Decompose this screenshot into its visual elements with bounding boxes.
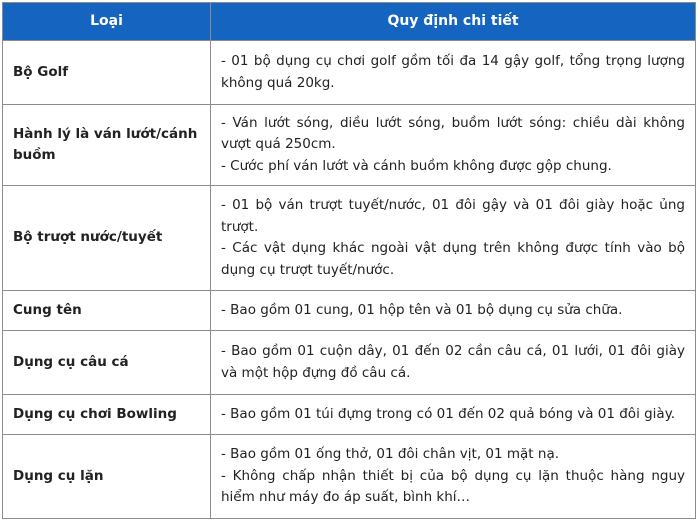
table-row bbox=[3, 331, 696, 395]
detail-line: - Không chấp nhận thiết bị của bộ dụng cụ lặn thuộc hàng nguy hiểm như máy đo áp suất, bình khí… bbox=[221, 467, 685, 506]
category-cell: Dụng cụ câu cá bbox=[3, 331, 211, 395]
header-category: Loại bbox=[3, 3, 211, 41]
detail-line: - Bao gồm 01 túi đựng trong có 01 đến 02 quả bóng và 01 đôi giày. bbox=[221, 405, 676, 422]
category-cell: Dụng cụ chơi Bowling bbox=[3, 395, 211, 435]
detail-line: - Ván lướt sóng, diều lướt sóng, buồm lướt sóng: chiều dài không vượt quá 250cm. bbox=[221, 114, 685, 153]
detail-line: - 01 bộ ván trượt tuyết/nước, 01 đôi gậy và 01 đôi giày hoặc ủng trượt. bbox=[221, 197, 685, 235]
detail-line: - Bao gồm 01 ống thở, 01 đôi chân vịt, 01 mặt nạ. bbox=[221, 446, 560, 463]
table-row bbox=[3, 291, 696, 331]
detail-cell bbox=[211, 291, 696, 331]
table-row bbox=[3, 105, 696, 186]
table-row bbox=[3, 186, 696, 291]
detail-cell bbox=[211, 105, 696, 186]
detail-line: - 01 bộ dụng cụ chơi golf gồm tối đa 14 gậy golf, tổng trọng lượng không quá 20kg. bbox=[221, 53, 685, 91]
category-cell: Bộ Golf bbox=[3, 41, 211, 105]
table-row bbox=[3, 435, 696, 519]
detail-line: - Các vật dụng khác ngoài vật dụng trên không được tính vào bộ dụng cụ trượt tuyết/nước. bbox=[221, 240, 685, 278]
detail-line: - Bao gồm 01 cung, 01 hộp tên và 01 bộ dụng cụ sửa chữa. bbox=[221, 301, 623, 318]
table-row bbox=[3, 395, 696, 435]
baggage-rules-table bbox=[2, 2, 696, 519]
header-detail: Quy định chi tiết bbox=[211, 3, 696, 41]
detail-cell bbox=[211, 331, 696, 395]
detail-cell bbox=[211, 41, 696, 105]
category-cell: Cung tên bbox=[3, 291, 211, 331]
category-cell: Hành lý là ván lướt/cánh buồm bbox=[3, 105, 211, 186]
category-cell: Dụng cụ lặn bbox=[3, 435, 211, 519]
detail-line: - Bao gồm 01 cuộn dây, 01 đến 02 cần câu cá, 01 lưới, 01 đôi giày và một hộp đựng đồ câu cá. bbox=[221, 343, 685, 381]
detail-cell bbox=[211, 395, 696, 435]
detail-line: - Cước phí ván lướt và cánh buồm không được gộp chung. bbox=[221, 157, 612, 174]
table-row bbox=[3, 41, 696, 105]
category-cell: Bộ trượt nước/tuyết bbox=[3, 186, 211, 291]
table-header-row bbox=[3, 3, 696, 41]
detail-cell bbox=[211, 435, 696, 519]
detail-cell bbox=[211, 186, 696, 291]
